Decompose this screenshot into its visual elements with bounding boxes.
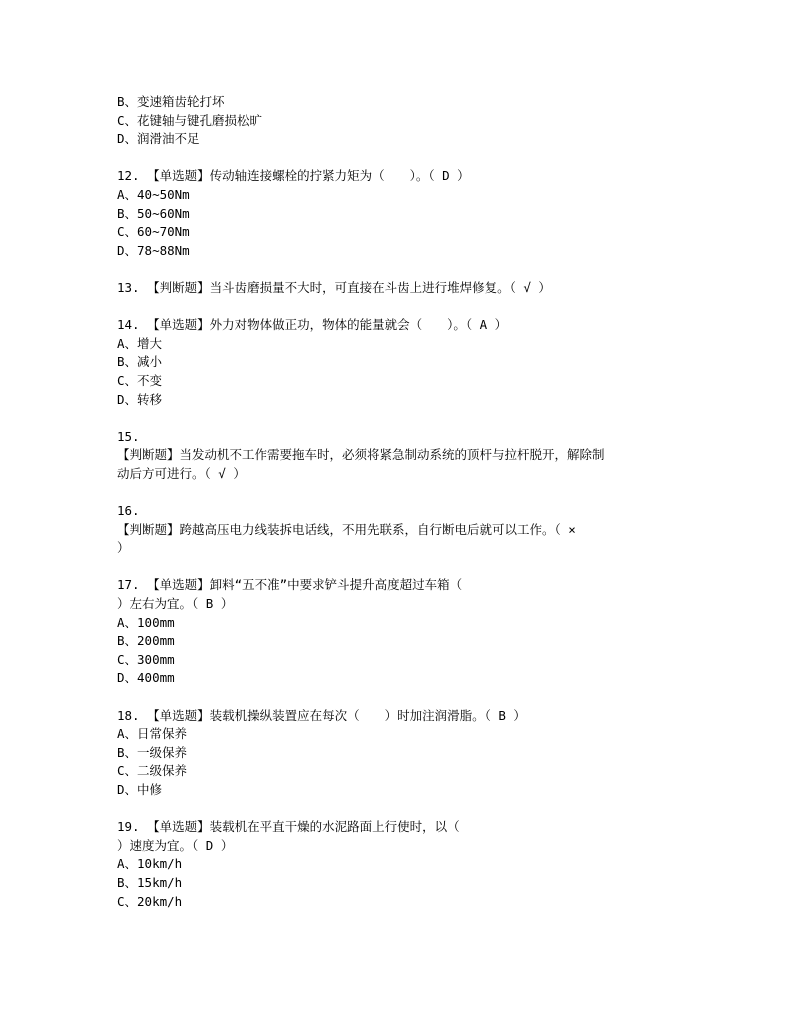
q11-option-d: D、润滑油不足 — [117, 131, 200, 147]
spacer — [117, 260, 677, 279]
q17-stem-line2: ）左右为宜。（ B ） — [117, 596, 234, 612]
q14-option-a: A、增大 — [117, 335, 163, 351]
q15-stem-line2: 动后方可进行。（ √ ） — [117, 465, 246, 481]
q12-option-c: C、60~70Nm — [117, 224, 190, 240]
q17-stem-line1: 17. 【单选题】卸料“五不准”中要求铲斗提升高度超过车箱（ — [117, 577, 463, 593]
q18-option-c: C、二级保养 — [117, 763, 188, 779]
q14-option-d: D、转移 — [117, 391, 163, 407]
spacer — [117, 409, 677, 428]
q12-stem: 12. 【单选题】传动轴连接螺栓的拧紧力矩为（ ）。（ D ） — [117, 168, 470, 184]
q17-option-c: C、300mm — [117, 651, 175, 667]
q14-stem: 14. 【单选题】外力对物体做正功，物体的能量就会（ ）。（ A ） — [117, 317, 508, 333]
q14-option-b: B、减小 — [117, 354, 163, 370]
q18-stem: 18. 【单选题】装载机操纵装置应在每次（ ）时加注润滑脂。（ B ） — [117, 707, 526, 723]
q15-number: 15. — [117, 428, 140, 444]
q17-option-d: D、400mm — [117, 670, 175, 686]
q17-option-b: B、200mm — [117, 633, 175, 649]
q13-stem: 13. 【判断题】当斗齿磨损量不大时，可直接在斗齿上进行堆焊修复。（ √ ） — [117, 279, 551, 295]
q11-option-b: B、变速箱齿轮打坏 — [117, 94, 225, 109]
q19-option-c: C、20km/h — [117, 893, 183, 909]
q19-stem-line2: ）速度为宜。（ D ） — [117, 837, 234, 853]
q18-option-d: D、中修 — [117, 781, 163, 797]
q18-option-a: A、日常保养 — [117, 726, 188, 742]
spacer — [117, 298, 677, 317]
q17-option-a: A、100mm — [117, 614, 175, 630]
q16-stem-line1: 【判断题】跨越高压电力线装拆电话线，不用先联系，自行断电后就可以工作。（ × — [117, 521, 576, 537]
q19-stem-line1: 19. 【单选题】装载机在平直干燥的水泥路面上行使时，以（ — [117, 819, 460, 835]
spacer — [117, 688, 677, 707]
q11-option-c: C、花键轴与键孔磨损松旷 — [117, 112, 263, 128]
q19-option-a: A、10km/h — [117, 856, 183, 872]
q16-number: 16. — [117, 503, 140, 519]
q19-option-b: B、15km/h — [117, 874, 183, 890]
q12-option-b: B、50~60Nm — [117, 205, 190, 221]
spacer — [117, 149, 677, 168]
spacer — [117, 483, 677, 502]
q14-option-c: C、不变 — [117, 372, 163, 388]
q18-option-b: B、一级保养 — [117, 744, 188, 760]
q15-stem-line1: 【判断题】当发动机不工作需要拖车时，必须将紧急制动系统的顶杆与拉杆脱开，解除制 — [117, 447, 605, 463]
document-page — [117, 93, 677, 911]
q16-stem-line2: ） — [117, 540, 130, 556]
spacer — [117, 558, 677, 577]
q12-option-a: A、40~50Nm — [117, 186, 190, 202]
q12-option-d: D、78~88Nm — [117, 242, 190, 258]
spacer — [117, 800, 677, 819]
